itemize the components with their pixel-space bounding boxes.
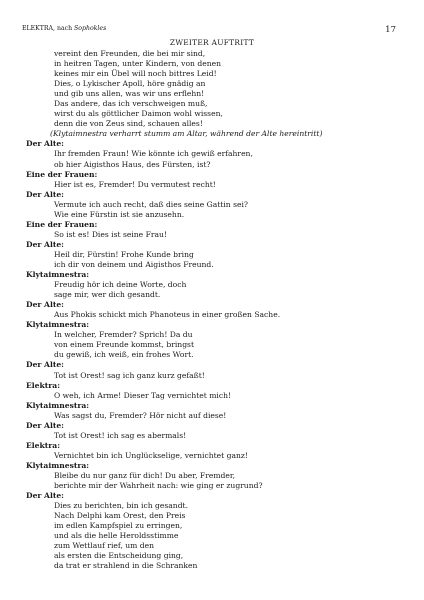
verse-line: Ihr fremden Fraun! Wie könnte ich gewiß erfahren,	[54, 149, 253, 159]
verse-line: Nach Delphi kam Orest, den Preis	[54, 511, 186, 521]
speaker-name: Klytaimnestra:	[26, 270, 90, 280]
running-title: ELEKTRA, nach	[22, 25, 73, 32]
verse-line: im edlen Kampfspiel zu erringen,	[54, 521, 183, 531]
speaker-name: Der Alte:	[26, 491, 64, 501]
running-author: Sophokles	[74, 25, 107, 32]
speaker-name: Der Alte:	[26, 420, 64, 430]
speaker-name: Der Alte:	[26, 300, 64, 310]
speaker-name: Der Alte:	[26, 239, 64, 249]
speaker-name: Der Alte:	[26, 189, 64, 199]
verse-line: sage mir, wer dich gesandt.	[54, 290, 161, 300]
verse-line: Tot ist Orest! sag ich ganz kurz gefaßt!	[54, 370, 205, 380]
verse-line: und als die helle Heroldsstimme	[54, 531, 179, 541]
speaker-name: Elektra:	[26, 440, 60, 450]
verse-line: von einem Freunde kommst, bringst	[54, 340, 195, 350]
verse-line: Heil dir, Fürstin! Frohe Kunde bring	[54, 249, 194, 259]
verse-line: Dies, o Lykischer Apoll, höre gnädig an	[54, 79, 206, 89]
verse-line: berichte mir der Wahrheit nach: wie ging er zugrund?	[54, 481, 263, 491]
verse-line: da trat er strahlend in die Schranken	[54, 561, 198, 571]
verse-line: und gib uns allen, was wir uns erflehn!	[54, 89, 205, 99]
dialogue-text	[26, 49, 390, 571]
page-number: 17	[385, 25, 396, 35]
verse-line: Das andere, das ich verschweigen muß,	[54, 99, 208, 109]
running-header	[22, 25, 106, 32]
verse-line: denn die von Zeus sind, schauen alles!	[54, 119, 203, 129]
verse-line: In welcher, Fremder? Sprich! Da du	[54, 330, 193, 340]
verse-line: Bleibe du nur ganz für dich! Du aber, Fremder,	[54, 470, 236, 480]
speaker-name: Der Alte:	[26, 360, 64, 370]
verse-line: du gewiß, ich weiß, ein frohes Wort.	[54, 350, 194, 360]
speaker-name: Klytaimnestra:	[26, 320, 90, 330]
verse-line: in heitren Tagen, unter Kindern, von denen	[54, 59, 221, 69]
verse-line: Tot ist Orest! ich sag es abermals!	[54, 430, 187, 440]
verse-line: keines mir ein Übel will noch bittres Leid!	[54, 69, 217, 79]
verse-line: Vermute ich auch recht, daß dies seine Gattin sei?	[54, 199, 248, 209]
verse-line: wirst du als göttlicher Daimon wohl wissen,	[54, 109, 223, 119]
verse-line: als ersten die Entscheidung ging,	[54, 551, 184, 561]
verse-line: Hier ist es, Fremder! Du vermutest recht!	[54, 179, 216, 189]
verse-line: ich dir von deinem und Aigisthos Freund.	[54, 259, 214, 269]
stage-direction: (Klytaimnestra verharrt stumm am Altar, während der Alte hereintritt)	[50, 129, 323, 139]
speaker-name: Der Alte:	[26, 139, 64, 149]
verse-line: vereint den Freunden, die bei mir sind,	[54, 49, 206, 58]
speaker-name: Eine der Frauen:	[26, 169, 98, 179]
verse-line: Freudig hör ich deine Worte, doch	[54, 280, 187, 290]
section-title: ZWEITER AUFTRITT	[169, 38, 255, 47]
verse-line: ob hier Aigisthos Haus, des Fürsten, ist?	[54, 159, 211, 169]
speaker-name: Elektra:	[26, 380, 60, 390]
verse-line: O weh, ich Arme! Dieser Tag vernichtet mich!	[54, 390, 232, 400]
verse-line: Dies zu berichten, bin ich gesandt.	[54, 501, 189, 511]
verse-line: Was sagst du, Fremder? Hör nicht auf diese!	[54, 410, 227, 420]
verse-line: zum Wettlauf rief, um den	[54, 541, 155, 551]
verse-line: Aus Phokis schickt mich Phanoteus in einer großen Sache.	[54, 310, 281, 320]
speaker-name: Klytaimnestra:	[26, 400, 90, 410]
verse-line: Wie eine Fürstin ist sie anzusehn.	[54, 209, 185, 219]
verse-line: So ist es! Dies ist seine Frau!	[54, 229, 167, 239]
verse-line: Vernichtet bin ich Unglückselige, vernichtet ganz!	[54, 450, 248, 460]
speaker-name: Klytaimnestra:	[26, 460, 90, 470]
speaker-name: Eine der Frauen:	[26, 219, 98, 229]
